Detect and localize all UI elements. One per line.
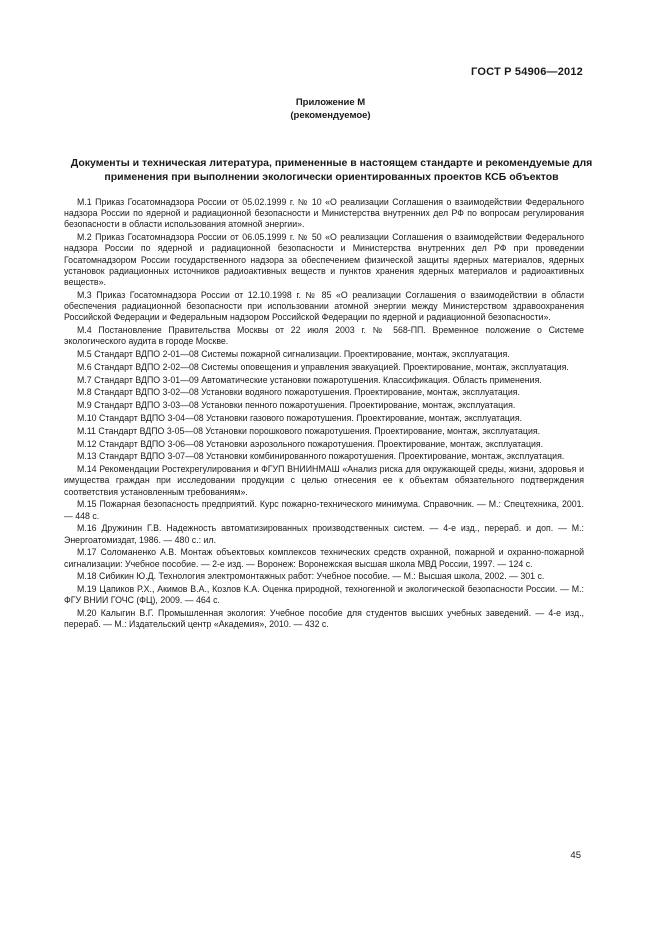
reference-item: М.8 Стандарт ВДПО 3-02—08 Установки водяного пожаротушения. Проектирование, монтаж, эксплуатация. xyxy=(77,387,520,398)
appendix-subtitle: (рекомендуемое) xyxy=(290,110,371,121)
reference-item: М.12 Стандарт ВДПО 3-06—08 Установки аэрозольного пожаротушения. Проектирование, монтаж, эксплуатация. xyxy=(77,438,544,449)
reference-item: М.5 Стандарт ВДПО 2-01—08 Системы пожарной сигнализации. Проектирование, монтаж, эксплуатация. xyxy=(77,349,510,360)
standard-number: ГОСТ Р 54906—2012 xyxy=(471,66,583,78)
reference-item: М.1 Приказ Госатомнадзора России от 05.02.1999 г. № 10 «О реализации Соглашения о взаимодействии Федерального надзора России по ядерной и радиационной безопасности и Министерства внутренних дел РФ по вопросам регулирования безопасности в области использования атомной энергии». xyxy=(64,197,584,230)
reference-item: М.10 Стандарт ВДПО 3-04—08 Установки газового пожаротушения. Проектирование, монтаж, эксплуатация. xyxy=(77,413,523,423)
reference-item: М.3 Приказ Госатомнадзора России от 12.10.1998 г. № 85 «О реализации Соглашения о взаимодействии в области обеспечения радиационной безопасности при использовании атомной энергии между Министерством здравоохранения Российской Федерации и Федеральным надзором Российской Федерации по ядерной и радиационной безопасности». xyxy=(64,289,584,323)
section-heading: Документы и техническая литература, примененные в настоящем стандарте и рекомендуемые для применения при выполнении экологически ориентированных проектов КСБ объектов xyxy=(70,157,593,183)
reference-item: М.7 Стандарт ВДПО 3-01—09 Автоматические установки пожаротушения. Классификация. Область применения. xyxy=(77,374,542,385)
reference-item: М.15 Пожарная безопасность предприятий. Курс пожарно-технического минимума. Справочник. — М.: Спецтехника, 2001. — 448 с. xyxy=(64,499,584,521)
reference-item: М.9 Стандарт ВДПО 3-03—08 Установки пенного пожаротушения. Проектирование, монтаж, эксплуатация. xyxy=(77,400,516,411)
reference-item: М.2 Приказ Госатомнадзора России от 06.05.1999 г. № 50 «О реализации Соглашения о взаимодействии Федерального надзора России по ядерной и радиационной безопасности и Министерства внутренних дел РФ при проведении Госатомнадзором России государственного надзора за обеспечением физической защиты ядерных материалов, ядерных установок радиационных источников радиоактивных веществ и пунктов хранения ядерных материалов и радиоактивных веществ». xyxy=(64,232,584,288)
page-number: 45 xyxy=(570,850,581,861)
references-list xyxy=(64,197,584,632)
appendix-title: Приложение М xyxy=(295,97,366,108)
reference-item: М.4 Постановление Правительства Москвы от 22 июля 2003 г. № 568-ПП. Временное положение о Системе экологического аудита в городе Москве. xyxy=(64,325,584,347)
reference-item: М.11 Стандарт ВДПО 3-05—08 Установки порошкового пожаротушения. Проектирование, монтаж, эксплуатация. xyxy=(77,425,541,436)
reference-item: М.6 Стандарт ВДПО 2-02—08 Системы оповещения и управления эвакуацией. Проектирование, монтаж, эксплуатация. xyxy=(77,361,569,372)
reference-item: М.20 Калыгин В.Г. Промышленная экология: Учебное пособие для студентов высших учебных заведений. — 4-е изд., перераб. — М.: Издательский центр «Академия», 2010. — 432 с. xyxy=(64,608,584,630)
reference-item: М.14 Рекомендации Ростехрегулирования и ФГУП ВНИИНМАШ «Анализ риска для окружающей среды, жизни, здоровья и имущества граждан при исследовании продукции с целью отнесения ее к объектам обязательного подтверждения соответствия установленным требованиям». xyxy=(64,464,584,497)
appendix-header xyxy=(0,96,661,122)
reference-item: М.16 Дружинин Г.В. Надежность автоматизированных производственных систем. — 4-е изд., перераб. и доп. — М.: Энергоатомиздат, 1986. — 480 с.: ил. xyxy=(64,523,584,545)
reference-item: М.19 Цапиков Р.Х., Акимов В.А., Козлов К.А. Оценка природной, техногенной и экологической безопасности России. — М.: ФГУ ВНИИ ГОЧС (ФЦ), 2009. — 464 с. xyxy=(64,584,584,606)
reference-item: М.17 Соломаненко А.В. Монтаж объектовых комплексов технических средств охранной, пожарной и охранно-пожарной сигнализации: Учебное пособие. — 2-е изд. — Воронеж: Воронежская высшая школа МВД России, 1997. — 124 с. xyxy=(64,547,584,569)
reference-item: М.18 Сибикин Ю.Д. Технология электромонтажных работ: Учебное пособие. — М.: Высшая школа, 2002. — 301 с. xyxy=(77,571,545,582)
reference-item: М.13 Стандарт ВДПО 3-07—08 Установки комбинированного пожаротушения. Проектирование, монтаж, эксплуатация. xyxy=(77,451,565,462)
